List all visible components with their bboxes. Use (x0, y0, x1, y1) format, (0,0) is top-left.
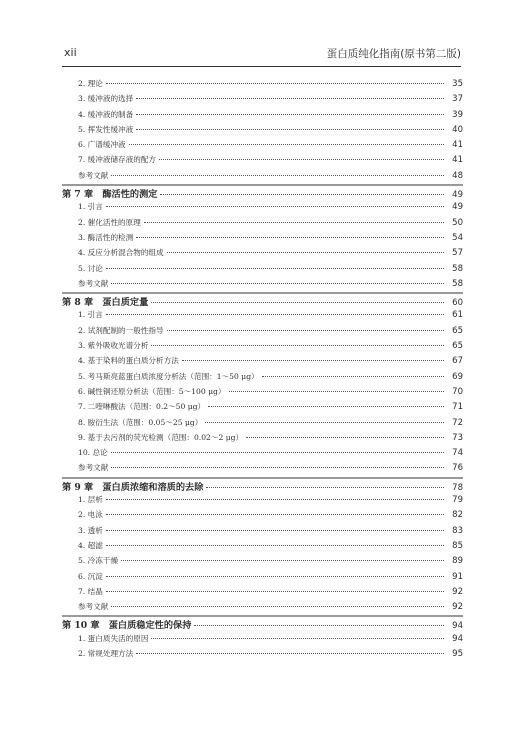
toc-entry-label: 1. 蛋白质失活的原因 (78, 633, 149, 643)
toc-chapter-entry (62, 186, 463, 201)
toc-entry-label: 第 9 章 蛋白质浓缩和溶质的去除 (62, 481, 204, 493)
toc-entry-page: 49 (452, 190, 463, 201)
dot-leader (206, 487, 444, 488)
toc-section-entry (62, 447, 463, 462)
toc-section-entry (62, 494, 463, 509)
toc-entry-page: 41 (452, 155, 463, 166)
toc-entry-label: 9. 基于去污剂的荧光检测（范围：0.02～2 μg） (78, 432, 244, 442)
dot-leader (121, 560, 444, 561)
dot-leader (136, 237, 444, 238)
dot-leader (246, 437, 444, 438)
toc-entry-label: 8. 胺衍生法（范围：0.05～25 μg） (78, 417, 203, 427)
toc-entry-label: 参考文献 (78, 278, 109, 288)
toc-entry-label: 4. 基于染料的蛋白质分析方法 (78, 356, 179, 366)
toc-section-entry (62, 371, 463, 386)
toc-section-entry (62, 525, 463, 540)
toc-entry-page: 58 (452, 263, 463, 274)
toc-section-entry (62, 309, 463, 324)
toc-section-entry (62, 509, 463, 524)
toc-section-entry (62, 154, 463, 169)
dot-leader (111, 175, 444, 176)
toc-entry-label: 5. 挥发性缓冲液 (78, 124, 134, 134)
toc-entry-page: 67 (452, 356, 463, 367)
toc-entry-label: 5. 讨论 (78, 263, 103, 273)
toc-entry-label: 4. 缓冲液的制备 (78, 109, 134, 119)
dot-leader (229, 391, 444, 392)
toc-entry-page: 58 (452, 278, 463, 289)
toc-section-entry (62, 232, 463, 247)
dot-leader (167, 330, 444, 331)
toc-entry-page: 61 (452, 310, 463, 321)
toc-entry-page: 92 (452, 586, 463, 597)
toc-entry-page: 70 (452, 386, 463, 397)
dot-leader (106, 545, 444, 546)
toc-section-entry (62, 540, 463, 555)
toc-entry-page: 83 (452, 525, 463, 536)
toc-entry-label: 10. 总论 (78, 448, 108, 458)
toc-section-entry (62, 386, 463, 401)
toc-entry-page: 50 (452, 217, 463, 228)
toc-entry-label: 6. 广谱缓冲液 (78, 140, 126, 150)
toc-entry-label: 3. 紫外吸收光谱分析 (78, 341, 149, 351)
toc-entry-page: 40 (452, 124, 463, 135)
toc-section-entry (62, 586, 463, 601)
dot-leader (106, 514, 444, 515)
toc-entry-page: 78 (452, 482, 463, 493)
table-of-contents (62, 78, 463, 663)
toc-entry-page: 74 (452, 448, 463, 459)
dot-leader (106, 499, 444, 500)
toc-section-entry (62, 571, 463, 586)
toc-section-entry (62, 109, 463, 124)
toc-entry-label: 4. 反应分析混合物的组成 (78, 248, 164, 258)
dot-leader (136, 114, 444, 115)
dot-leader (205, 422, 444, 423)
toc-entry-page: 49 (452, 202, 463, 213)
toc-entry-label: 6. 碱性铜还原分析法（范围：5～100 μg） (78, 386, 226, 396)
toc-section-entry (62, 78, 463, 93)
toc-section-entry (62, 355, 463, 370)
toc-entry-page: 94 (452, 621, 463, 632)
toc-entry-page: 65 (452, 325, 463, 336)
toc-section-entry (62, 555, 463, 570)
toc-entry-page: 85 (452, 540, 463, 551)
toc-entry-label: 第 8 章 蛋白质定量 (62, 297, 149, 309)
toc-entry-label: 7. 二喹啉酸法（范围：0.2～50 μg） (78, 402, 206, 412)
dot-leader (106, 314, 444, 315)
toc-entry-page: 69 (452, 371, 463, 382)
toc-entry-label: 2. 电泳 (78, 510, 103, 520)
page-header (62, 46, 461, 67)
toc-section-entry (62, 432, 463, 447)
dot-leader (160, 194, 444, 195)
toc-entry-label: 1. 层析 (78, 495, 103, 505)
dot-leader (144, 222, 444, 223)
toc-section-entry (62, 417, 463, 432)
dot-leader (151, 638, 444, 639)
toc-entry-label: 5. 冷冻干燥 (78, 556, 119, 566)
toc-entry-label: 第 7 章 酶活性的测定 (62, 189, 158, 201)
toc-section-entry (62, 325, 463, 340)
toc-section-entry (62, 139, 463, 154)
toc-entry-label: 2. 理论 (78, 79, 103, 88)
toc-entry-page: 35 (452, 79, 463, 89)
toc-entry-label: 5. 考马斯亮蓝蛋白质浓度分析法（范围：1～50 μg） (78, 371, 259, 381)
toc-entry-label: 3. 酶活性的检测 (78, 232, 134, 242)
toc-section-entry (62, 93, 463, 108)
toc-entry-page: 71 (452, 402, 463, 413)
dot-leader (129, 144, 444, 145)
toc-entry-label: 3. 透析 (78, 525, 103, 535)
toc-entry-label: 7. 结晶 (78, 586, 103, 596)
toc-entry-label: 参考文献 (78, 602, 109, 612)
toc-entry-label: 1. 引言 (78, 202, 103, 212)
dot-leader (106, 591, 444, 592)
toc-entry-label: 2. 常规处理方法 (78, 648, 134, 658)
dot-leader (111, 467, 444, 468)
toc-entry-label: 6. 沉淀 (78, 571, 103, 581)
toc-entry-page: 82 (452, 510, 463, 521)
dot-leader (151, 302, 444, 303)
book-title: 蛋白质纯化指南(原书第二版) (326, 48, 461, 60)
toc-entry-page: 91 (452, 571, 463, 582)
dot-leader (136, 129, 444, 130)
dot-leader (111, 606, 444, 607)
toc-section-entry (62, 124, 463, 139)
toc-entry-page: 76 (452, 463, 463, 474)
toc-entry-label: 2. 催化活性的原理 (78, 217, 141, 227)
toc-section-entry (62, 340, 463, 355)
dot-leader (208, 406, 444, 407)
toc-chapter-entry (62, 479, 463, 494)
page-number: xii (64, 46, 77, 59)
toc-entry-page: 79 (452, 495, 463, 506)
toc-section-entry (62, 633, 463, 648)
toc-section-entry (62, 648, 463, 663)
dot-leader (106, 530, 444, 531)
toc-entry-label: 1. 引言 (78, 310, 103, 320)
toc-entry-page: 48 (452, 170, 463, 181)
toc-section-entry (62, 217, 463, 232)
toc-entry-page: 39 (452, 109, 463, 120)
toc-entry-page: 41 (452, 140, 463, 151)
toc-entry-label: 2. 试剂配制的一般性指导 (78, 325, 164, 335)
toc-entry-label: 参考文献 (78, 170, 109, 180)
toc-entry-page: 54 (452, 232, 463, 243)
toc-entry-page: 72 (452, 417, 463, 428)
toc-entry-page: 60 (452, 298, 463, 309)
dot-leader (182, 360, 444, 361)
dot-leader (106, 206, 444, 207)
toc-entry-page: 89 (452, 556, 463, 567)
toc-entry-page: 94 (452, 633, 463, 644)
toc-chapter-entry (62, 617, 463, 632)
toc-entry-label: 参考文献 (78, 463, 109, 473)
dot-leader (136, 653, 444, 654)
dot-leader (111, 452, 444, 453)
toc-entry-label: 第 10 章 蛋白质稳定性的保持 (62, 620, 192, 632)
toc-entry-label: 4. 超滤 (78, 540, 103, 550)
toc-entry-page: 73 (452, 432, 463, 443)
toc-section-entry (62, 263, 463, 278)
dot-leader (167, 252, 444, 253)
dot-leader (111, 283, 444, 284)
toc-entry-label: 7. 缓冲液储存液的配方 (78, 155, 157, 165)
toc-entry-page: 57 (452, 248, 463, 259)
toc-entry-page: 95 (452, 648, 463, 659)
dot-leader (136, 98, 444, 99)
dot-leader (262, 376, 444, 377)
toc-section-entry (62, 201, 463, 216)
dot-leader (106, 576, 444, 577)
dot-leader (159, 159, 444, 160)
dot-leader (106, 268, 444, 269)
dot-leader (151, 345, 444, 346)
toc-entry-label: 3. 缓冲液的选择 (78, 94, 134, 104)
toc-chapter-entry (62, 294, 463, 309)
toc-entry-page: 65 (452, 341, 463, 352)
dot-leader (106, 83, 444, 84)
dot-leader (194, 625, 444, 626)
toc-section-entry (62, 247, 463, 262)
toc-entry-page: 92 (452, 602, 463, 613)
toc-entry-page: 37 (452, 94, 463, 105)
toc-section-entry (62, 401, 463, 416)
